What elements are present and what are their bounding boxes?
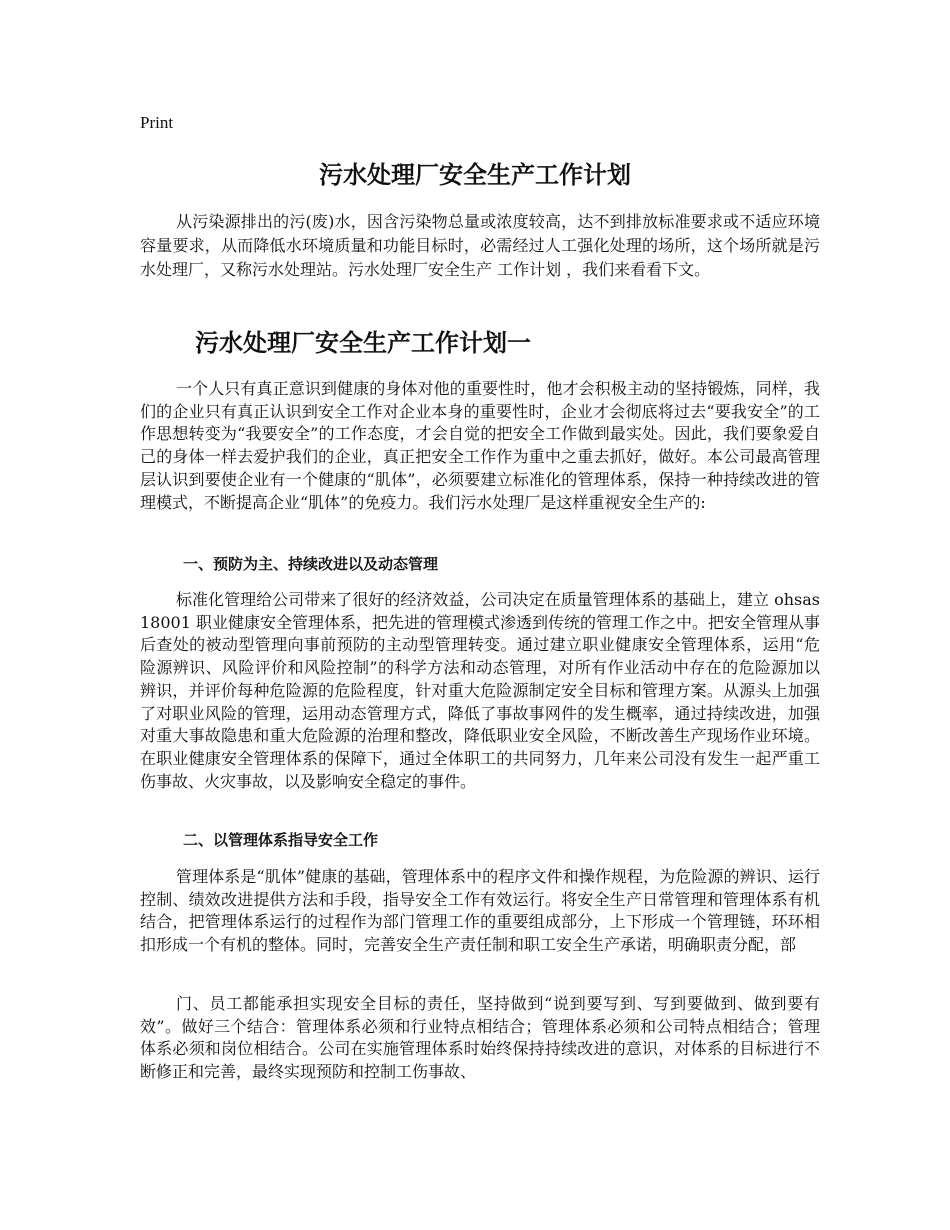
subheading-2: 二、以管理体系指导安全工作 [183, 831, 379, 849]
body-paragraph-1: 一个人只有真正意识到健康的身体对他的重要性时，他才会积极主动的坚持锻炼，同样，我们的企业只有真正认识到安全工作对企业本身的重要性时，企业才会彻底将过去“要我安全”的工作思想转变为“我要安全”的工作态度，才会自觉的把安全工作做到最实处。因此，我们要象爱自己的身体一样去爱护我们的企业，真正把安全工作作为重中之重去抓好，做好。本公司最高管理层认识到要使企业有一个健康的“肌体”，必须要建立标准化的管理体系，保持一种持续改进的管理模式，不断提高企业“肌体”的免疫力。我们污水处理厂是这样重视安全生产的: [140, 379, 820, 512]
section-heading: 污水处理厂安全生产工作计划一 [195, 329, 531, 357]
document-title: 污水处理厂安全生产工作计划 [319, 161, 631, 189]
intro-paragraph: 从污染源排出的污(废)水，因含污染物总量或浓度较高，达不到排放标准要求或不适应环境容量要求，从而降低水环境质量和功能目标时，必需经过人工强化处理的场所，这个场所就是污水处理厂，又称污水处理站。污水处理厂安全生产 工作计划 ，我们来看看下文。 [140, 212, 820, 280]
body-paragraph-4: 门、员工都能承担实现安全目标的责任，坚持做到“说到要写到、写到要做到、做到要有效”。做好三个结合：管理体系必须和行业特点相结合；管理体系必须和公司特点相结合；管理体系必须和岗位相结合。公司在实施管理体系时始终保持持续改进的意识，对体系的目标进行不断修正和完善，最终实现预防和控制工伤事故、 [140, 994, 820, 1082]
subheading-1: 一、预防为主、持续改进以及动态管理 [183, 555, 439, 573]
body-paragraph-2: 标准化管理给公司带来了很好的经济效益，公司决定在质量管理体系的基础上，建立 ohsas 18001 职业健康安全管理体系，把先进的管理模式渗透到传统的管理工作之中。把安全管理从事后查处的被动型管理向事前预防的主动型管理转变。通过建立职业健康安全管理体系，运用“危险源辨识、风险评价和风险控制”的科学方法和动态管理，对所有作业活动中存在的危险源加以辨识，并评价每种危险源的危险程度，针对重大危险源制定安全目标和管理方案。从源头上加强了对职业风险的管理，运用动态管理方式，降低了事故事网件的发生概率，通过持续改进，加强对重大事故隐患和重大危险源的治理和整改，降低职业安全风险，不断改善生产现场作业环境。在职业健康安全管理体系的保障下，通过全体职工的共同努力，几年来公司没有发生一起严重工伤事故、火灾事故，以及影响安全稳定的事件。 [140, 590, 820, 791]
print-label: Print [140, 113, 174, 132]
body-paragraph-3: 管理体系是“肌体”健康的基础，管理体系中的程序文件和操作规程，为危险源的辨识、运行控制、绩效改进提供方法和手段，指导安全工作有效运行。将安全生产日常管理和管理体系有机结合，把管理体系运行的过程作为部门管理工作的重要组成部分，上下形成一个管理链，环环相扣形成一个有机的整体。同时，完善安全生产责任制和职工安全生产承诺，明确职责分配，部 [140, 867, 820, 955]
